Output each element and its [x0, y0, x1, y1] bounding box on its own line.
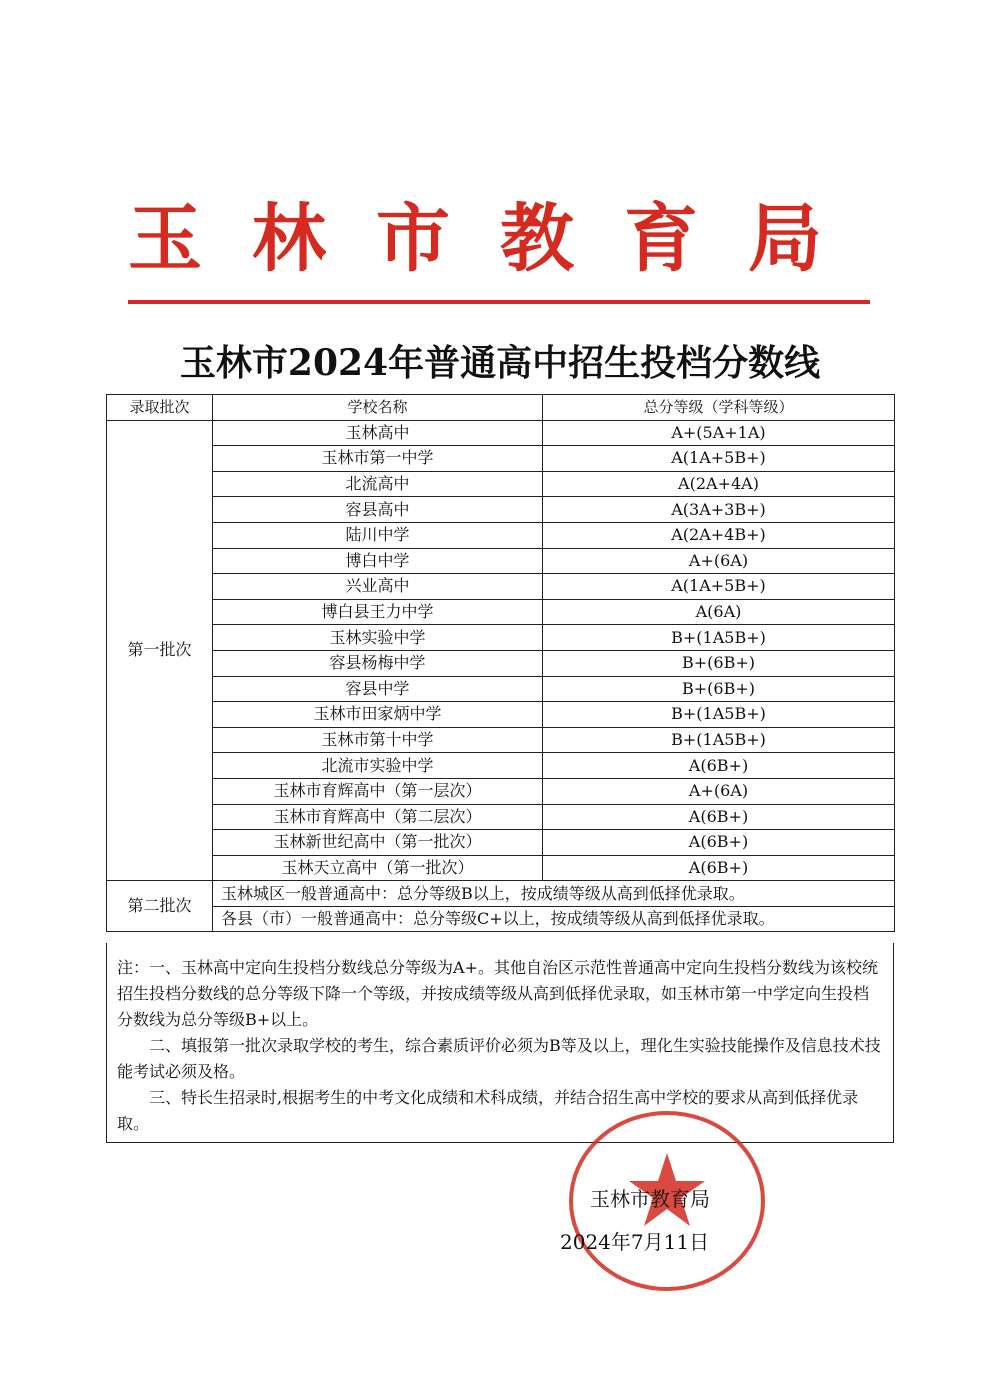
- header-grade: 总分等级（学科等级）: [543, 395, 895, 421]
- school-name: 北流高中: [213, 471, 543, 497]
- school-name: 玉林市育辉高中（第一层次）: [213, 778, 543, 804]
- grade-line: B+(1A5B+): [543, 625, 895, 651]
- batch2-rule: 玉林城区一般普通高中：总分等级B以上，按成绩等级从高到低择优录取。: [213, 881, 895, 907]
- table-row: [107, 830, 895, 856]
- note-1: 注：一、玉林高中定向生投档分数线总分等级为A+。其他自治区示范性普通高中定向生投档分数线为该校统招生投档分数线的总分等级下降一个等级，并按成绩等级从高到低择优录取，如玉林市第一中学定向生投档分数线为总分等级B+以上。: [117, 958, 878, 1029]
- batch1-label: 第一批次: [107, 420, 213, 881]
- grade-line: B+(6B+): [543, 676, 895, 702]
- grade-line: A(2A+4B+): [543, 522, 895, 548]
- table-row: [107, 804, 895, 830]
- red-divider: [128, 300, 870, 304]
- table-row: [107, 727, 895, 753]
- grade-line: A+(6A): [543, 778, 895, 804]
- grade-line: A(1A+5B+): [543, 574, 895, 600]
- school-name: 容县高中: [213, 497, 543, 523]
- grade-line: A+(6A): [543, 548, 895, 574]
- document-title: 玉林市2024年普通高中招生投档分数线: [179, 342, 821, 384]
- notes-section: [106, 943, 894, 1143]
- school-name: 兴业高中: [213, 574, 543, 600]
- signature-org: 玉林市教育局: [590, 1187, 710, 1211]
- school-name: 玉林天立高中（第一批次）: [213, 855, 543, 881]
- school-name: 玉林新世纪高中（第一批次）: [213, 830, 543, 856]
- school-name: 玉林市育辉高中（第二层次）: [213, 804, 543, 830]
- school-name: 玉林高中: [213, 420, 543, 446]
- table-row-batch2: [107, 906, 895, 932]
- table-row: [107, 497, 895, 523]
- grade-line: A(6B+): [543, 855, 895, 881]
- table-row: [107, 574, 895, 600]
- school-name: 玉林实验中学: [213, 625, 543, 651]
- signature-date: 2024年7月11日: [560, 1230, 710, 1254]
- grade-line: A(3A+3B+): [543, 497, 895, 523]
- grade-line: B+(6B+): [543, 650, 895, 676]
- school-name: 玉林市第十中学: [213, 727, 543, 753]
- admission-score-table: [106, 394, 895, 932]
- grade-line: A(6B+): [543, 753, 895, 779]
- table-row: [107, 676, 895, 702]
- school-name: 容县中学: [213, 676, 543, 702]
- grade-line: A(2A+4A): [543, 471, 895, 497]
- grade-line: A(1A+5B+): [543, 446, 895, 472]
- table-row: [107, 471, 895, 497]
- note-2: 二、填报第一批次录取学校的考生，综合素质评价必须为B等及以上，理化生实验技能操作及信息技术技能考试必须及格。: [117, 1036, 881, 1081]
- table-row-batch2: [107, 881, 895, 907]
- grade-line: B+(1A5B+): [543, 727, 895, 753]
- table-row: [107, 702, 895, 728]
- grade-line: B+(1A5B+): [543, 702, 895, 728]
- grade-line: A(6A): [543, 599, 895, 625]
- table-row: [107, 522, 895, 548]
- grade-line: A(6B+): [543, 830, 895, 856]
- school-name: 北流市实验中学: [213, 753, 543, 779]
- batch2-rule: 各县（市）一般普通高中：总分等级C+以上，按成绩等级从高到低择优录取。: [213, 906, 895, 932]
- table-row: [107, 446, 895, 472]
- school-name: 陆川中学: [213, 522, 543, 548]
- table-row: [107, 650, 895, 676]
- school-name: 博白中学: [213, 548, 543, 574]
- grade-line: A(6B+): [543, 804, 895, 830]
- masthead-title: 玉林市教育局: [128, 196, 872, 282]
- school-name: 容县杨梅中学: [213, 650, 543, 676]
- table-row: [107, 753, 895, 779]
- table-row: [107, 625, 895, 651]
- school-name: 博白县王力中学: [213, 599, 543, 625]
- table-row: [107, 548, 895, 574]
- header-batch: 录取批次: [107, 395, 213, 421]
- table-header-row: [107, 395, 895, 421]
- school-name: 玉林市田家炳中学: [213, 702, 543, 728]
- note-3: 三、特长生招录时,根据考生的中考文化成绩和术科成绩，并结合招生高中学校的要求从高到低择优录取。: [117, 1088, 859, 1133]
- table-row: [107, 599, 895, 625]
- school-name: 玉林市第一中学: [213, 446, 543, 472]
- batch2-label: 第二批次: [107, 881, 213, 932]
- header-school: 学校名称: [213, 395, 543, 421]
- table-row: [107, 420, 895, 446]
- table-row: [107, 778, 895, 804]
- grade-line: A+(5A+1A): [543, 420, 895, 446]
- table-row: [107, 855, 895, 881]
